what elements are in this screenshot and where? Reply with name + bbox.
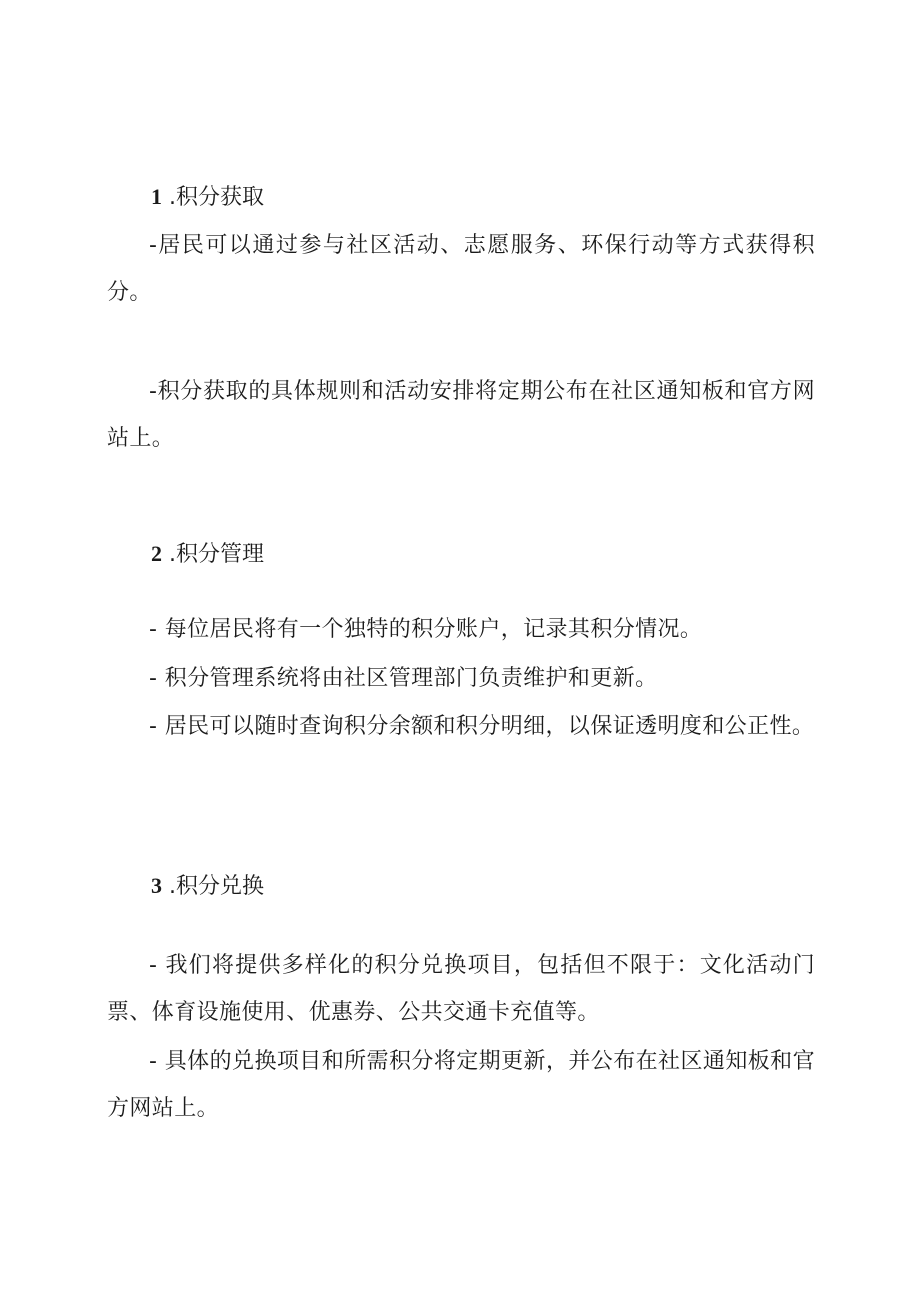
section-2-title: .积分管理 xyxy=(169,542,264,567)
section-1-paragraph-2: -积分获取的具体规则和活动安排将定期公布在社区通知板和官方网站上。 xyxy=(107,379,815,451)
section-3-title: .积分兑换 xyxy=(169,874,264,899)
section-2-paragraph-3: - 居民可以随时查询积分余额和积分明细，以保证透明度和公正性。 xyxy=(149,714,815,739)
section-3-paragraph-1: - 我们将提供多样化的积分兑换项目，包括但不限于：文化活动门票、体育设施使用、优惠券、公共交通卡充值等。 xyxy=(107,953,815,1025)
section-3-heading xyxy=(151,872,264,901)
section-1-number: 1 xyxy=(151,184,162,209)
section-2-number: 2 xyxy=(151,541,162,566)
section-2-paragraph-2: - 积分管理系统将由社区管理部门负责维护和更新。 xyxy=(149,666,658,691)
section-1-title: .积分获取 xyxy=(169,185,264,210)
section-1-paragraph-1: -居民可以通过参与社区活动、志愿服务、环保行动等方式获得积分。 xyxy=(107,233,815,305)
section-2-heading xyxy=(151,540,264,569)
section-3-paragraph-2: - 具体的兑换项目和所需积分将定期更新，并公布在社区通知板和官方网站上。 xyxy=(107,1049,815,1121)
section-2-paragraph-1: - 每位居民将有一个独特的积分账户，记录其积分情况。 xyxy=(149,617,703,642)
section-3-number: 3 xyxy=(151,873,162,898)
section-1-heading xyxy=(151,183,264,212)
